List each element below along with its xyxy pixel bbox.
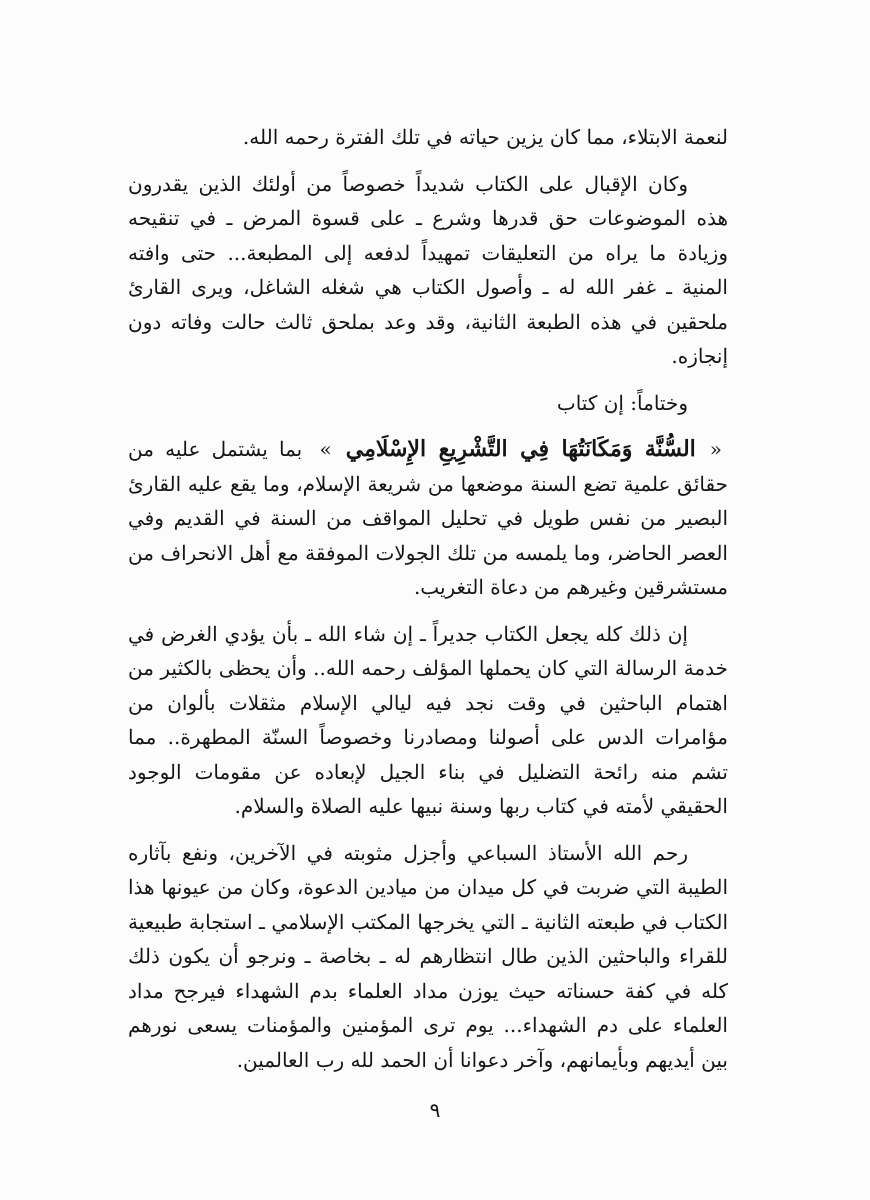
page-number: ٩ [429,1098,441,1122]
paragraph-closing-prayer: رحم الله الأستاذ السباعي وأجزل مثوبته في الآخرين، ونفع بآثاره الطيبة التي ضربت في كل ميدان من ميادين الدعوة، وكان من عيونها هذا الكتاب في طبعته الثانية ـ التي يخرجها المكتب الإسلامي ـ استجابة طبيعية للقراء والباحثين الذين طال انتظارهم له ـ بخاصة ـ ونرجو أن يكون ذلك كله في كفة حسناته حيث يوزن مداد العلماء بدم الشهداء فيرجح مداد العلماء على دم الشهداء... يوم ترى المؤمنين والمؤمنات يسعى نورهم بين أيديهم وبأيمانهم، وآخر دعوانا أن الحمد لله رب العالمين. [128,840,728,1072]
paragraph-book-title [128,432,728,605]
paragraph-book-reception: وكان الإقبال على الكتاب شديداً خصوصاً من أولئك الذين يقدرون هذه الموضوعات حق قدرها وشرع ـ على قسوة المرض ـ في تنقيحه وزيادة ما يراه من التعليقات تمهيداً لدفعه إلى المطبعة... حتى وافته المنية ـ غفر الله له ـ وأصول الكتاب هي شغله الشاغل، ويرى القارئ ملحقين في هذه الطبعة الثانية، وقد وعد بملحق ثالث حالت وفاته دون إنجازه. [128,171,728,368]
paragraph-book-worthiness: إن ذلك كله يجعل الكتاب جديراً ـ إن شاء الله ـ بأن يؤدي الغرض في خدمة الرسالة التي كان يحملها المؤلف رحمه الله.. وأن يحظى بالكثير من اهتمام الباحثين في وقت نجد فيه ليالي الإسلام مثقلات بألوان من مؤامرات الدس على أصولنا ومصادرنا وخصوصاً السنّة المطهرة.. مما تشم منه رائحة التضليل في بناء الجيل لإبعاده عن مقومات الوجود الحقيقي لأمته في كتاب ربها وسنة نبيها عليه الصلاة والسلام. [128,621,728,818]
book-title-description: بما يشتمل عليه من حقائق علمية تضع السنة موضعها من شريعة الإسلام، وما يقع عليه القارئ البصير من نفس طويل في تحليل المواقف من السنة في القديم وفي العصر الحاضر، وما يلمسه من تلك الجولات الموفقة مع أهل الانحراف من مستشرقين وغيرهم من دعاة التغريب. [128,437,728,599]
book-title: السُّنَّة وَمَكَانَتُهَا فِي التَّشْرِيعِ الإِسْلَامِي [345,436,696,462]
close-quote-mark: » [319,437,332,461]
paragraph-conclusion-intro: وختاماً: إن كتاب [556,390,688,415]
open-quote-mark: « [709,437,723,461]
paragraph-continuation: لنعمة الابتلاء، مما كان يزين حياته في تلك الفترة رحمه الله. [242,125,728,149]
body-text [128,120,728,1077]
